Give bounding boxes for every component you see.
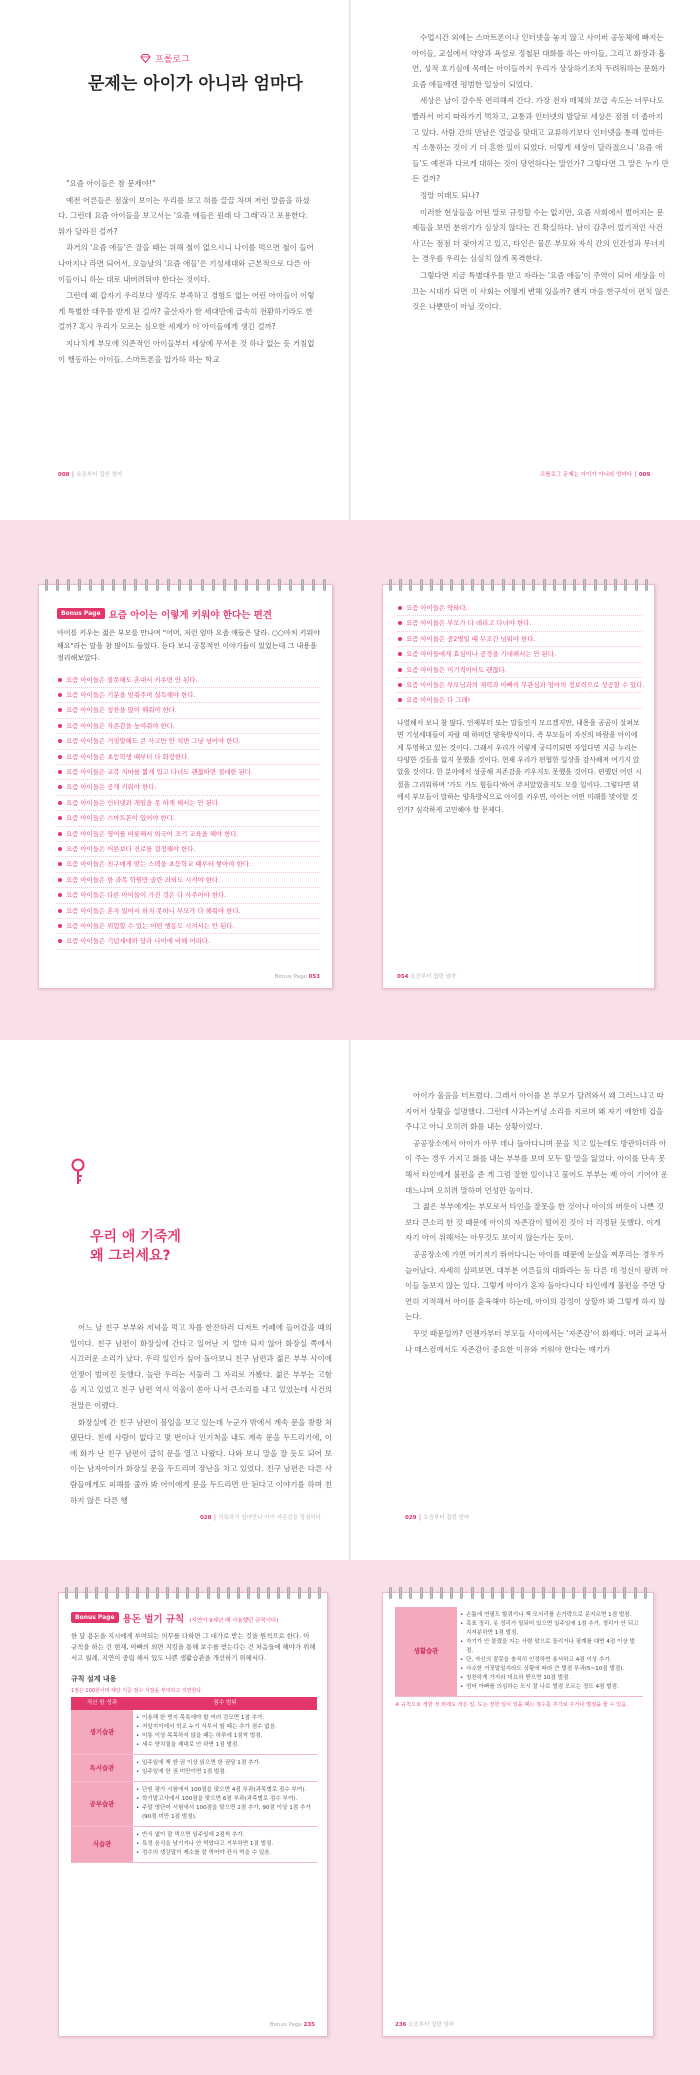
body-paragraph: 이러한 현상들을 어떤 말로 규정할 수는 없지만, 요즘 사회에서 벌어지는 문제들을 보면 분위기가 심상치 않다는 건 확실하다. 남이 감추어 얼기적인 사건 사고는 점점 더 잦아지고 있고, 타인은 물론 부모와 자식 간의 인간성과 무너지는 경우를 우리는 심심치 않게 목격한다.	[412, 207, 666, 264]
spiral-ring	[234, 579, 237, 591]
spiral-ring	[126, 1587, 129, 1599]
body-paragraph: 그렇다면 지금 특별대우를 받고 자라는 '요즘 애들'이 주역이 되어 세상을 이끄는 시대가 되면 이 사회는 어떻게 변해 있을까? 왠지 마음 한구석이 편치 않은 것은 나뿐만이 아닐 것이다.	[412, 270, 670, 312]
spiral-ring	[196, 1587, 199, 1599]
rule-item: • 단원 평가 시험에서 100점을 맞으면 4점 부과(과목별로 점수 부여).	[136, 1786, 314, 1795]
rule-item: • 일주일에 책 한 권 이상 읽으면 한 권당 1점 추가.	[136, 1759, 314, 1768]
rules-table-continued	[395, 1607, 643, 1697]
spiral-ring	[532, 1587, 535, 1599]
list-item: 요즘 아이들은 칭찬을 많이 해줘야 한다.	[57, 703, 320, 718]
rules-table	[71, 1697, 317, 1863]
body-paragraph: 정말 이래도 되나?	[420, 190, 480, 200]
spiral-ring	[186, 1587, 189, 1599]
footer-left: 028 │ 기특하기 얼마만나 아이 자존감을 정점하다	[200, 1515, 321, 1521]
spiral-ring	[247, 1587, 250, 1599]
spiral-ring	[502, 579, 505, 591]
prologue-right-column	[412, 30, 670, 316]
list-item: 요즘 아이들은 부모님과의 재력과 아빠의 무관심과 엄마의 정보력으로 성공할 수 있다.	[397, 678, 642, 693]
rule-item: • 칭찬하게 가지라 미요하 받으면 10점 벌점.	[460, 1674, 640, 1683]
spiral-ring	[542, 1587, 545, 1599]
spiral-ring	[491, 579, 494, 591]
table-header: 적산 항 성과	[71, 1697, 133, 1710]
notebook-page-left: Bonus Page 용돈 벌기 규칙 (지연이 9세년 때 사용했던 규칙이다) 한 달 용돈을 지시에게 부여되는 의무를 다하면 그 대가로 받는 것을 원칙으로 한다. 이 규칙을 하는 건 현재, 아빠의 외면 지킴을 통해 보수를 받는다는 건 처음들에 해야가 위해서고 월례, 지연이 중립 해서 있도 나쁜 생활습관을 개선하기 위해서다. 규칙 설계 내용 1점은 100원이며 해당 기준 점수 서점을 부여하고 지연한다. 적산 항 성과 점수 범위 생기습관 • 이용해 한 벗지 목록에야 할 여러 검모면 1점 추가. • 저앞지이에서 학교 누기 서투서 할 때는 추가 점수 없음. • 미통 이상 목목하지 않을 때는 하루에 1점씩 벌점. • 세수 양치질을 제대로 안 하면 1점 벌점. 독서습관 • 일주일에 책 한 권 이상 읽으면 한 권당 1점 추가. • 일주일에 한 권 미만이면 1점 벌점. 공부습관 • 단원 평가 시험에서 100점을 맞으면 4점 부과(과목별로 점수 부여). • 학기말고사에서 100점을 맞으면 6점 부과(과목별로 점수 부여). • 주말 영단어 시험에서 100점을 맞으면 2점 추가, 90점 이상 1점 추가(90점 미만 1점 벌점). 식습관 • 반식 없이 잘 먹으면 일주일에 2점씩 추가. • 특정 음식을 남기거나 안 먹었다고 거부하면 1점 벌점. • 정수의 생강말이 제소를 잘 먹어야 칸식 먹을 수 있음. Bonus Page 235	[58, 1592, 328, 2037]
list-item: 요즘 아이들은 교복 치마를 짧게 입고 다녀도 괜찮하면 절대한 된다.	[57, 765, 320, 780]
rule-item: • 단, 자신의 잘못을 솔직히 인정하면 용서하고 4점 이상 추가.	[460, 1656, 640, 1665]
spiral-ring	[440, 579, 443, 591]
bonus-heading: 요즘 아이는 이렇게 키워야 한다는 편견	[108, 609, 272, 621]
spiral-ring	[430, 579, 433, 591]
body-paragraph: 공공장소에서 아이가 아무 데나 돌아다니며 문을 치고 있는데도 방관하더라 아이 주는 경우 가지고 화를 내는 부부를 보며 모두 할 말을 잃었다. 아이를 단속 못 해서 타인에게 불편을 준 게 그럼 잘한 일이냐고 물어도 부부는 제 아이 기어야 운대느냐며 오히려 말하며 언성만 높이다.	[405, 1138, 668, 1195]
page-title: 문제는 아이가 아니라 엄마다	[88, 74, 303, 94]
list-item: 요즘 아이들은 어른보다 진로를 결정해야 한다.	[57, 842, 320, 857]
spiral-ring	[603, 1587, 606, 1599]
spiral-ring	[563, 579, 566, 591]
footer-right: 236 요즘부터 집한 엄마	[395, 2022, 455, 2028]
body-paragraph: 그 젊은 부부에게는 부모로서 타인을 잘못을 한 것이나 아이의 버릇이 나쁜 것보다 큰소리 한 것 때문에 아이의 자존감이 떨어진 것이 더 걱정된 듯했다. 이게 자기 아이 위해서는 아무것도 보이지 않는가는 듯이.	[405, 1202, 664, 1243]
spiral-ring	[471, 1587, 474, 1599]
spiral-ring	[237, 1587, 240, 1599]
spiral-ring	[56, 579, 59, 591]
spiral-ring	[257, 1587, 260, 1599]
spiral-ring	[512, 579, 515, 591]
rule-item: • 혹표 정리, 옷 정리가 밀되어 있으면 일주일에 1점 추가, 정리가 안 되고 지저분하면 1점 벌점.	[460, 1620, 640, 1638]
spiral-ring	[461, 579, 464, 591]
spiral-ring	[156, 1587, 159, 1599]
list-item: 요즘 아이들은 초등학생 때부터 다 화장한다.	[57, 750, 320, 765]
spiral-ring	[89, 579, 92, 591]
footer-left: Bonus Page 235	[269, 2022, 315, 2028]
spiral-ring	[624, 579, 627, 591]
spiral-ring	[389, 579, 392, 591]
spiral-ring	[85, 1587, 88, 1599]
rule-item: • 반식 없이 잘 먹으면 일주일에 2점씩 추가.	[136, 1831, 314, 1840]
body-paragraph: 과거의 '요즘 애들'은 잘을 때는 위해 철이 없으시니 나이를 먹으면 철이 들어 나아지나 라면 되어서, 오늘날의 '요즘 애들'은 기성세대와 근본적으로 다른 아이들이니 하는 대로 내버려둬야 한다는 것이다.	[58, 243, 314, 284]
section-subnote: 1점은 100원이며 해당 기준 점수 서점을 부여하고 지연한다.	[71, 1688, 203, 1694]
spiral-ring	[178, 579, 181, 591]
rule-item: • 정수의 생강말이 제소를 잘 먹어야 칸식 먹을 수 있음.	[136, 1849, 314, 1858]
body-paragraph: 화장실에 간 친구 남편이 볼일을 보고 있는데 누군가 밖에서 계속 문을 쾅쾅 쳐댔단다. 친에 사람이 없다고 몇 번이나 인기척을 내도 계속 문을 두드리기에, 이에 화가 난 친구 남편이 급히 문을 열고 나왔다. 나와 보니 말을 잘 듯도 되어 보이는 남자아이가 화장실 문을 두드리며 장난을 치고 있었다. 친구 남편은 다른 사람들에게도 피해를 줄까 봐 아이에게 문을 두드리면 안 된다고 이야기를 하며 친하지 않은 다른 행	[70, 1417, 332, 1505]
body-paragraph: 세상은 날이 갈수록 편리해져 간다. 가장 전자 매체의 보급 속도는 너무나도 빨라서 어지 따라가기 벅차고, 교통과 인터넷의 발달로 세상은 점점 더 좁아지고 있다. 사람 간의 만남은 얼굴을 맞대고 교류하기보다 인터넷을 통해 얼마든지 소통하는 것이 기 더 흔한 일이 되었다. 이렇게 세상이 달라졌으니 '요즘 애들'도 예전과 다르게 대하는 것이 당연하다는 말인가? 그렇다면 그 말은 누가 만든 걸까?	[412, 96, 669, 184]
spiral-ring	[105, 1587, 108, 1599]
spiral-ring	[116, 1587, 119, 1599]
rule-item: • 이용해 한 벗지 목록에야 할 여러 검모면 1점 추가.	[136, 1714, 314, 1723]
rule-category: 독서습관	[71, 1755, 133, 1782]
list-item: 요즘 아이들은 공개 키워야 한다.	[57, 780, 320, 795]
spiral-ring	[145, 579, 148, 591]
spiral-ring	[552, 1587, 555, 1599]
spiral-rings	[65, 1587, 321, 1599]
spiral-ring	[312, 579, 315, 591]
spiral-ring	[256, 579, 259, 591]
spiral-ring	[420, 1587, 423, 1599]
bonus-commentary: 나열해서 보니 참 많다. 언제부터 또는 말들인지 모르겠지만, 내용을 곰곰이 살펴보면 기성세대들이 자랄 때 하비던 양육방식이다. 즉 부모들이 자신의 바람을 아이에게 투영하고 있는 것이다. 그래서 우리가 이렇게 궁디끼되면 자업다면 지금 누리는 다양한 것들을 없지 못했을 것이다. 현재 우리가 편협한 일상을 감사해져 여기지 앉았을 것이다. 한 분야에서 성공해 저존감을 키우지도 못했을 것이다. 편했던 어린 시절을 그리워하며 '가도 가도 힘들다'하여 주저앉았을지도 모를 일이다. 그렇다면 위에서 부모들이 말하는 양육방식으로 아이를 키우면, 아이는 어떤 미래를 맞이할 것인가? 심각하게 고민해야 할 문제다.	[397, 718, 642, 814]
spiral-ring	[604, 579, 607, 591]
spiral-ring	[67, 579, 70, 591]
bias-list-continued	[397, 601, 645, 709]
spiral-ring	[289, 579, 292, 591]
list-item: 요즘 아이들은 잘못해도 혼내서 키우면 안 된다.	[57, 673, 320, 688]
spiral-ring	[511, 1587, 514, 1599]
footer-right: 054 요즘부터 집한 엄마	[397, 974, 457, 980]
spiral-ring	[389, 1587, 392, 1599]
spiral-ring	[471, 579, 474, 591]
spiral-ring	[553, 579, 556, 591]
spiral-ring	[644, 1587, 647, 1599]
spiral-ring	[95, 1587, 98, 1599]
spiral-ring	[399, 579, 402, 591]
spiral-ring	[562, 1587, 565, 1599]
spiral-ring	[156, 579, 159, 591]
body-paragraph: 지나치게 부모에 의존적인 아이들부터 세상에 무서운 것 하나 없는 듯 거침없이 행동하는 아이들, 스마트폰을 압가하 하는 학교	[58, 338, 315, 364]
spiral-ring	[614, 579, 617, 591]
body-paragraph: 어느 날 친구 부부와 저녁을 먹고 차를 한잔하러 디저트 카페에 들어갔을 때의 일이다. 친구 남편이 화장실에 간다고 일어난 지 얼마 되지 않아 화장실 쪽에서 시끄러운 소리가 났다. 우리 일인가 싶어 돌아보니 친구 남편과 젊은 부부 사이에 언쟁이 벌어진 듯했다. 놀란 우리는 서둘러 그 자리로 가봤다. 젊은 부부는 고함을 지고 있었고 친구 남편 역시 억울이 쏟아 나서 큰소리를 내고 있었는데 사건의 전말은 이랬다.	[70, 1323, 332, 1410]
rule-category: 공부습관	[71, 1782, 133, 1827]
rule-item: • 엄마 아빠를 의심하는 모시 잘 나로 벌점 모르는 정도 4점 벌점.	[460, 1683, 640, 1692]
spiral-ring	[323, 579, 326, 591]
spiral-ring	[189, 579, 192, 591]
spiral-ring	[146, 1587, 149, 1599]
spiral-ring	[318, 1587, 321, 1599]
spiral-ring	[522, 579, 525, 591]
spiral-ring	[543, 579, 546, 591]
spiral-ring	[634, 1587, 637, 1599]
chapter-right-column	[405, 1088, 669, 1358]
spiral-ring	[267, 1587, 270, 1599]
body-paragraph: 예전 어른들은 점잖이 보이는 우리를 보고 혀를 끌끌 차며 저런 말씀을 하셨다. 그런데 요즘 아이들을 보고서는 '요즘 애들은 원래 다 그래'라고 포용한다. 뭐가 달라진 걸까?	[58, 195, 310, 236]
spiral-ring	[481, 1587, 484, 1599]
bonus-badge: Bonus Page	[57, 608, 105, 619]
list-item: 요즘 아이들에게 효심이나 공경을 기대해서는 안 된다.	[397, 647, 642, 662]
rule-item: • 사소한 거짓말일지라도 상황에 따라 큰 벌점 부과(5~10점 벌점).	[460, 1665, 640, 1674]
spiral-ring	[450, 1587, 453, 1599]
list-item: 요즘 아이들은 스마트폰이 있어야 한다.	[57, 811, 320, 826]
list-item: 요즘 아이들은 기분을 맞춰주며 설득해야 한다.	[57, 688, 320, 703]
body-paragraph: 수업시간 외에는 스마트폰이나 인터넷을 놓지 않고 사이버 공동체에 빠지는 아이들, 교실에서 약양과 욕설로 정철된 대화를 하는 아이들, 그리고 화장과 흡연, 성적 호기심에 목매는 아이들까지 우리가 상상하기조차 두려워하는 문화가 요즘 애들에겐 평범한 일상이 되었다.	[412, 33, 666, 89]
spiral-ring	[532, 579, 535, 591]
list-item: 요즘 아이들은 기념세대와 달라 나이에 비해 어리다.	[57, 934, 320, 949]
spiral-ring	[223, 579, 226, 591]
page-gutter	[349, 1040, 351, 1560]
spiral-ring	[75, 1587, 78, 1599]
spiral-ring	[573, 579, 576, 591]
chapter-left-column	[70, 1320, 332, 1509]
spiral-ring	[409, 1587, 412, 1599]
rule-item: • 학기말고사에서 100점을 맞으면 6점 부과(과목별로 점수 부여).	[136, 1795, 314, 1804]
spiral-ring	[399, 1587, 402, 1599]
spiral-ring	[491, 1587, 494, 1599]
spiral-ring	[420, 579, 423, 591]
rule-item: • 자기가 안 물꼈을 지는 사람 맞으로 돌리거나 핑계를 대면 4점 이상 벌점.	[460, 1638, 640, 1656]
list-item: 요즘 아이들은 위험할 수 있는 어떤 행동도 시켜서는 안 된다.	[57, 919, 320, 934]
table-row	[71, 1755, 317, 1782]
spiral-ring	[460, 1587, 463, 1599]
rule-item: • 특정 음식을 남기거나 안 먹었다고 거부하면 1점 벌점.	[136, 1840, 314, 1849]
page-gutter	[349, 0, 351, 520]
spiral-ring	[136, 1587, 139, 1599]
bonus-intro: 한 달 용돈을 지시에게 부여되는 의무를 다하면 그 대가로 받는 것을 원칙으로 한다. 이 규칙을 하는 건 현재, 아빠의 외면 지킴을 통해 보수를 받는다는 건 처음들에 해야가 위해서고 월례, 지연이 중립 해서 있도 나쁜 생활습관을 개선하기 위해서다.	[71, 1632, 316, 1662]
spiral-ring	[623, 1587, 626, 1599]
footer-left: 008 │ 요즘부터 집한 엄마	[58, 472, 123, 478]
spiral-ring	[501, 1587, 504, 1599]
spiral-ring	[277, 1587, 280, 1599]
list-item: 요즘 아이들은 약하다.	[397, 601, 642, 616]
spiral-ring	[450, 579, 453, 591]
section-subhead: 규칙 설계 내용	[71, 1675, 117, 1683]
spiral-ring	[583, 1587, 586, 1599]
rule-item: • 저앞지이에서 학교 누기 서투서 할 때는 추가 점수 없음.	[136, 1723, 314, 1732]
list-item: 요즘 아이들은 이기적이어도 괜찮다.	[397, 663, 642, 678]
spiral-ring	[301, 579, 304, 591]
list-item: 요즘 아이들은 거짓말해도 큰 사고만 안 치면 그냥 넘어야 한다.	[57, 734, 320, 749]
notebook-page-right	[382, 1592, 654, 2037]
spiral-ring	[308, 1587, 311, 1599]
spiral-ring	[217, 1587, 220, 1599]
rule-item: • 일주일에 한 권 미만이면 1점 벌점.	[136, 1768, 314, 1777]
rule-category: 식습관	[71, 1827, 133, 1863]
spiral-ring	[245, 579, 248, 591]
list-item: 요즘 아이들은 다른 아이들이 가진 것은 다 사주어야 한다.	[57, 888, 320, 903]
spiral-ring	[287, 1587, 290, 1599]
spiral-ring	[481, 579, 484, 591]
prologue-left-column	[58, 176, 316, 368]
spiral-ring	[45, 579, 48, 591]
spiral-ring	[278, 579, 281, 591]
footer-left: Bonus Page 053	[274, 974, 320, 980]
rule-item: • 주말 영단어 시험에서 100점을 맞으면 2점 추가, 90점 이상 1점 추가(90점 미만 1점 벌점).	[136, 1804, 314, 1822]
bonus-intro: 아이를 키우는 젊은 부모를 만나며 "어머, 저런 엄마 요즘 애들은 달라. ○○아처 키워야 해요"라는 말을 참 많이도 들었다. 듣다 보니 공통적인 이야기들이 있었는데 그 내용을 정리해보았다.	[57, 629, 320, 662]
spiral-ring	[593, 1587, 596, 1599]
diamond-icon	[140, 54, 151, 63]
spiral-ring	[594, 579, 597, 591]
spiral-ring	[613, 1587, 616, 1599]
spiral-ring	[645, 579, 648, 591]
spiral-rings	[389, 579, 648, 591]
list-item: 요즘 아이들은 친구에게 맞는 스펙을 초등학교 때부터 쌓아야 한다.	[57, 857, 320, 872]
spiral-ring	[227, 1587, 230, 1599]
list-item: 요즘 아이들은 한 과목 학원만 골란 과외도 시켜야 한다.	[57, 873, 320, 888]
list-item: 요즘 아이들은 인터넷과 게임을 못 하게 해서는 안 된다.	[57, 796, 320, 811]
spiral-ring	[176, 1587, 179, 1599]
spiral-ring	[521, 1587, 524, 1599]
list-item: 요즘 아이들은 다 그래!	[397, 693, 642, 708]
rule-item: • 세수 양치질을 제대로 안 하면 1점 벌점.	[136, 1741, 314, 1750]
list-item: 요즘 아이들은 부모가 다 데리고 다녀야 한다.	[397, 616, 642, 631]
bonus-spread-1	[0, 520, 700, 1040]
spiral-ring	[166, 1587, 169, 1599]
spiral-ring	[583, 579, 586, 591]
spiral-ring	[635, 579, 638, 591]
body-paragraph: "요즘 아이들은 참 문제야!"	[66, 179, 156, 188]
spiral-ring	[65, 1587, 68, 1599]
body-paragraph: 그런데 왜 갑자기 우리보다 생각도 부족하고 경험도 없는 어린 아이들이 이렇게 특별한 대우를 받게 된 걸까? 출산자가 한 세대만에 급속히 전환하기라도 한 걸까? 혹시 우리가 모르는 심오한 세계가 이 아이들에게 생긴 걸까?	[58, 291, 315, 332]
rule-item: • 미통 이상 목목하지 않을 때는 하루에 1점씩 벌점.	[136, 1732, 314, 1741]
spiral-ring	[123, 579, 126, 591]
list-item: 요즘 아이들은 혼자 일어서 하지 못하니 부모가 다 해줘야 한다.	[57, 904, 320, 919]
spiral-ring	[409, 579, 412, 591]
table-header: 점수 범위	[133, 1697, 317, 1710]
key-icon	[70, 1158, 92, 1186]
spiral-ring	[267, 579, 270, 591]
bonus-spread-2	[0, 1560, 700, 2075]
spiral-ring	[298, 1587, 301, 1599]
bonus-badge: Bonus Page	[71, 1612, 119, 1623]
list-item: 요즘 아이들은 중2병일 때 무조건 넘워야 한다.	[397, 632, 642, 647]
spiral-ring	[430, 1587, 433, 1599]
spiral-ring	[167, 579, 170, 591]
spiral-ring	[201, 579, 204, 591]
table-row	[71, 1782, 317, 1827]
notebook-page-right	[382, 584, 655, 989]
chapter-title: 우리 애 기죽게 왜 그러세요?	[90, 1229, 181, 1264]
spiral-ring	[440, 1587, 443, 1599]
table-row	[71, 1827, 317, 1863]
rule-item: • 손톱에 연필도 할퀴거나 책 모서리를 손가락으로 문지르면 1점 벌점.	[460, 1611, 640, 1620]
spiral-rings	[389, 1587, 647, 1599]
notebook-page-left	[38, 584, 333, 989]
table-row	[71, 1710, 317, 1755]
body-paragraph: 아이가 울음을 터트렸다. 그래서 아이를 본 부모가 달려와서 왜 그러느냐고 따지어서 상황을 설명했다. 그런데 사과는커녕 소리를 지르며 왜 자기 애한테 겁을 주냐고 아니 오히려 화를 내는 상황이었다.	[405, 1091, 664, 1132]
footer-right: 029 │ 요즘부터 집한 엄마	[405, 1515, 470, 1521]
spiral-ring	[572, 1587, 575, 1599]
spiral-rings	[45, 579, 326, 591]
spiral-ring	[101, 579, 104, 591]
body-paragraph: 공공장소에 가면 여기저기 뛰어다니는 아이를 때문에 눈살을 찌푸리는 경우가 늘어났다. 자세히 살펴보면, 대부분 어른들의 대화라는 등 다른 데 정신이 팔려 아이들 돌보지 않는 있다. 그렇게 아이가 혼자 돌아다니다 타인에게 불편을 주면 당연히 지적해서 아이를 훈육해야 하는데, 아이의 감정이 상할까 봐 그렇게 하지 않는다.	[405, 1249, 668, 1322]
prologue-spread	[0, 0, 700, 520]
spiral-ring	[78, 579, 81, 591]
spiral-ring	[134, 579, 137, 591]
bonus-heading: 용돈 벌기 규칙	[122, 1613, 185, 1625]
rules-note: ※ 규칙으로 정한 것 외에도 작은 일, 도는 정한 일이 있을 때는 점수를 추가로 주거나 벌점을 줄 수 있음.	[395, 1702, 628, 1708]
rule-category: 생기습관	[71, 1710, 133, 1755]
footer-right: 프롤로그 문제는 아이가 아니라 엄마다 │ 009	[540, 472, 651, 478]
prologue-label: 프롤로그	[140, 52, 190, 65]
spiral-ring	[207, 1587, 210, 1599]
spiral-ring	[212, 579, 215, 591]
body-paragraph: 무엇 때문일까? 언젠가부터 부모들 사이에서는 '자존감'이 화제다. 여러 교육서나 매스컴에서도 자존감이 중요한 이유와 키워야 한다는 얘기가	[405, 1328, 668, 1354]
spiral-ring	[112, 579, 115, 591]
table-row: 생활습관 • 손톱에 연필도 할퀴거나 책 모서리를 손가락으로 문지르면 1점 벌점. • 혹표 정리, 옷 정리가 밀되어 있으면 일주일에 1점 추가, 정리가 안 되고 지저분하면 1점 벌점. • 자기가 안 물꼈을 지는 사람 맞으로 돌리거나 핑계를 대면 4점 이상 벌점. • 단, 자신의 잘못을 솔직히 인정하면 용서하고 4점 이상 추가. • 사소한 거짓말일지라도 상황에 따라 큰 벌점 부과(5~10점 벌점). • 칭찬하게 가지라 미요하 받으면 10점 벌점. • 엄마 아빠를 의심하는 모시 잘 나로 벌점 모르는 정도 4점 벌점.	[395, 1607, 643, 1697]
bias-list	[57, 673, 320, 950]
list-item: 요즘 아이들은 영어를 비롯해서 외국어 조기 교육을 해야 한다.	[57, 827, 320, 842]
list-item: 요즘 아이들은 자존감을 높여줘야 한다.	[57, 719, 320, 734]
